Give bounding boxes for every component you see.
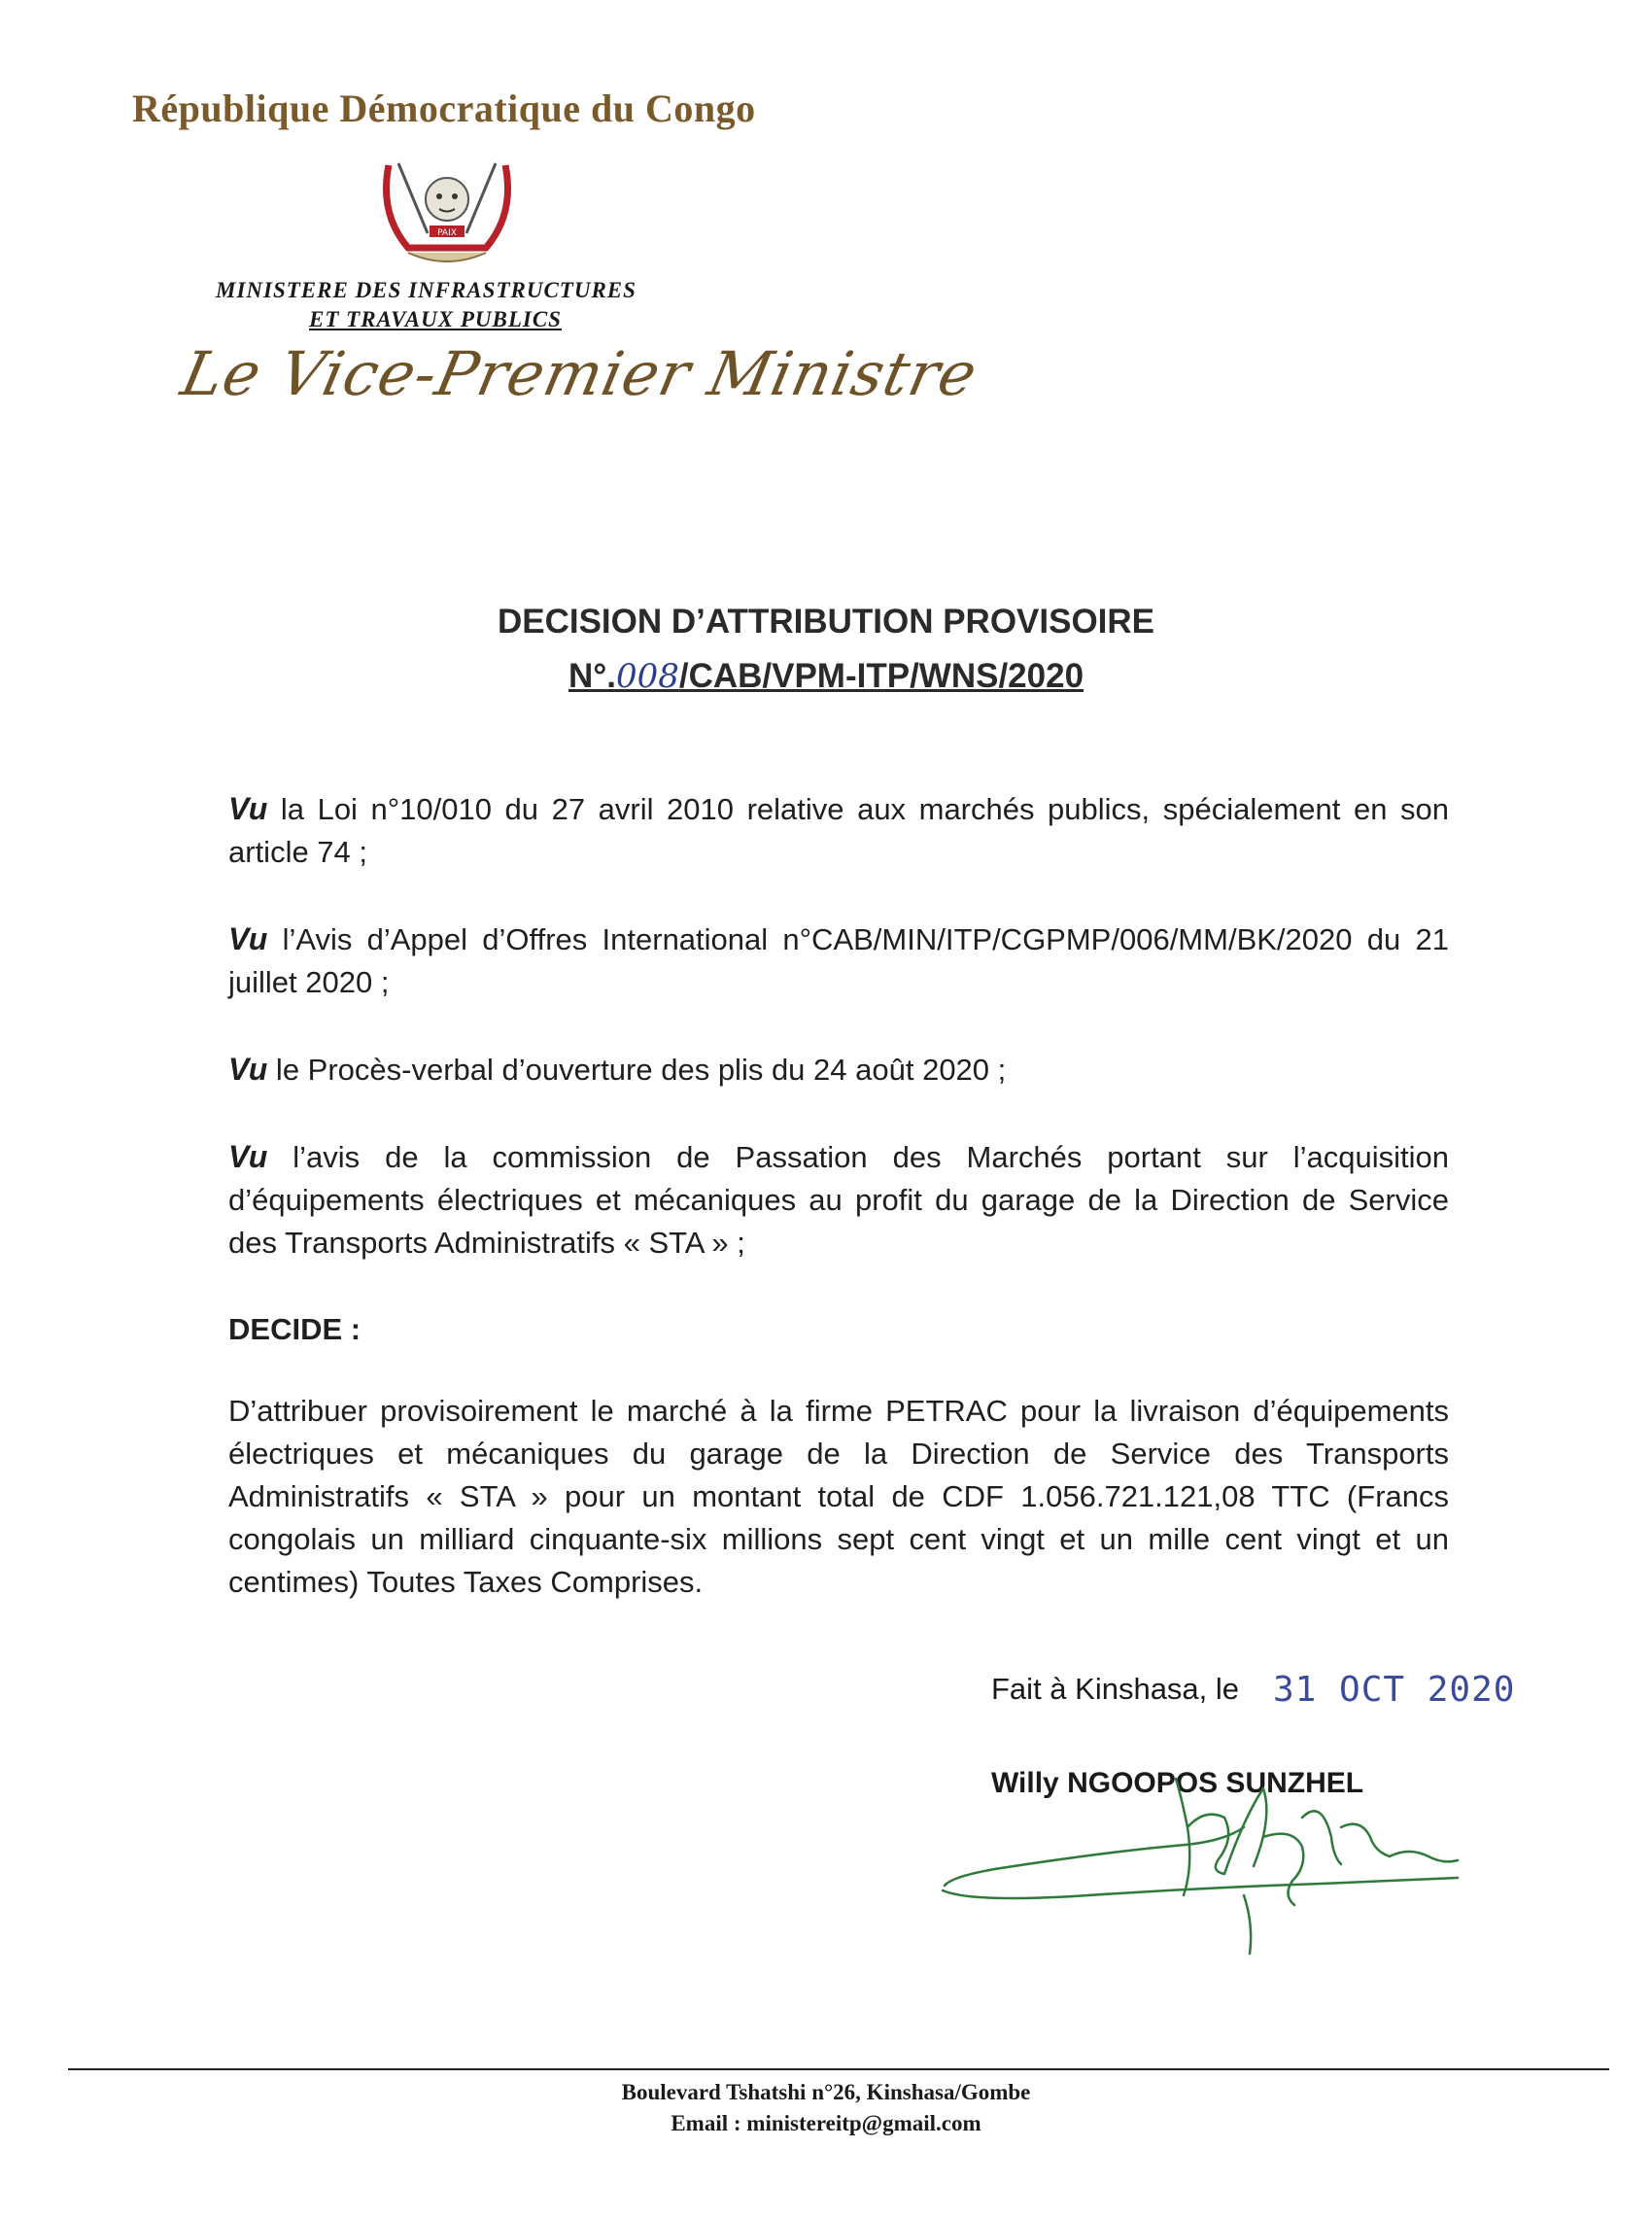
- office-title: Le Vice-Premier Ministre: [175, 338, 984, 409]
- consideration-text: la Loi n°10/010 du 27 avril 2010 relative aux marchés publics, spécialement en son article 74 ;: [228, 792, 1449, 869]
- decision-number: [0, 657, 1652, 696]
- signatory-name: Willy NGOOPOS SUNZHEL: [991, 1767, 1364, 1799]
- consideration-text: l’Avis d’Appel d’Offres International n°CAB/MIN/ITP/CGPMP/006/MM/BK/2020 du 21 juillet 2020 ;: [228, 922, 1449, 999]
- consideration-1: [228, 787, 1449, 874]
- place-label: Fait à Kinshasa, le: [991, 1672, 1240, 1706]
- consideration-4: [228, 1135, 1449, 1265]
- country-heading: République Démocratique du Congo: [132, 87, 756, 130]
- consideration-3: [228, 1048, 1449, 1092]
- coat-of-arms-icon: [369, 156, 525, 272]
- decision-title: DECISION D’ATTRIBUTION PROVISOIRE: [497, 603, 1155, 641]
- vu-keyword: Vu: [228, 1139, 268, 1174]
- decision-number-handwritten: 008: [615, 657, 679, 696]
- footer-email: Email : ministereitp@gmail.com: [671, 2111, 981, 2135]
- ministry-line2: ET TRAVAUX PUBLICS: [309, 307, 562, 331]
- consideration-2: [228, 918, 1449, 1004]
- vu-keyword: Vu: [228, 791, 268, 826]
- vu-keyword: Vu: [228, 921, 268, 956]
- consideration-text: l’avis de la commission de Passation des Marchés portant sur l’acquisition d’équipements électriques et mécaniques au profit du garage de la Direction de Service des Transports Administratifs « STA » ;: [228, 1140, 1449, 1260]
- date-stamp: 31 OCT 2020: [1273, 1670, 1516, 1710]
- decision-number-prefix: N°.: [568, 657, 616, 695]
- footer-divider: [68, 2068, 1609, 2070]
- decide-heading: DECIDE :: [228, 1312, 361, 1346]
- decision-body: [228, 787, 1449, 1647]
- coat-of-arms-motto: PAIX: [437, 228, 457, 238]
- consideration-text: le Procès-verbal d’ouverture des plis du 24 août 2020 ;: [267, 1053, 1007, 1087]
- vu-keyword: Vu: [228, 1052, 268, 1087]
- ministry-line1: MINISTERE DES INFRASTRUCTURES: [216, 278, 637, 302]
- handwritten-signature: [933, 1759, 1477, 1983]
- footer-address: Boulevard Tshatshi n°26, Kinshasa/Gombe: [621, 2080, 1031, 2104]
- decision-text: D’attribuer provisoirement le marché à la firme PETRAC pour la livraison d’équipements électriques et mécaniques du garage de la Direction de Service des Transports Administratifs « STA » pour un montant total de CDF 1.056.721.121,08 TTC (Francs congolais un milliard cinquante-six millions sept cent vingt et un mille cent vingt et un centimes) Toutes Taxes Comprises.: [228, 1394, 1449, 1599]
- decision-number-suffix: /CAB/VPM-ITP/WNS/2020: [678, 657, 1084, 695]
